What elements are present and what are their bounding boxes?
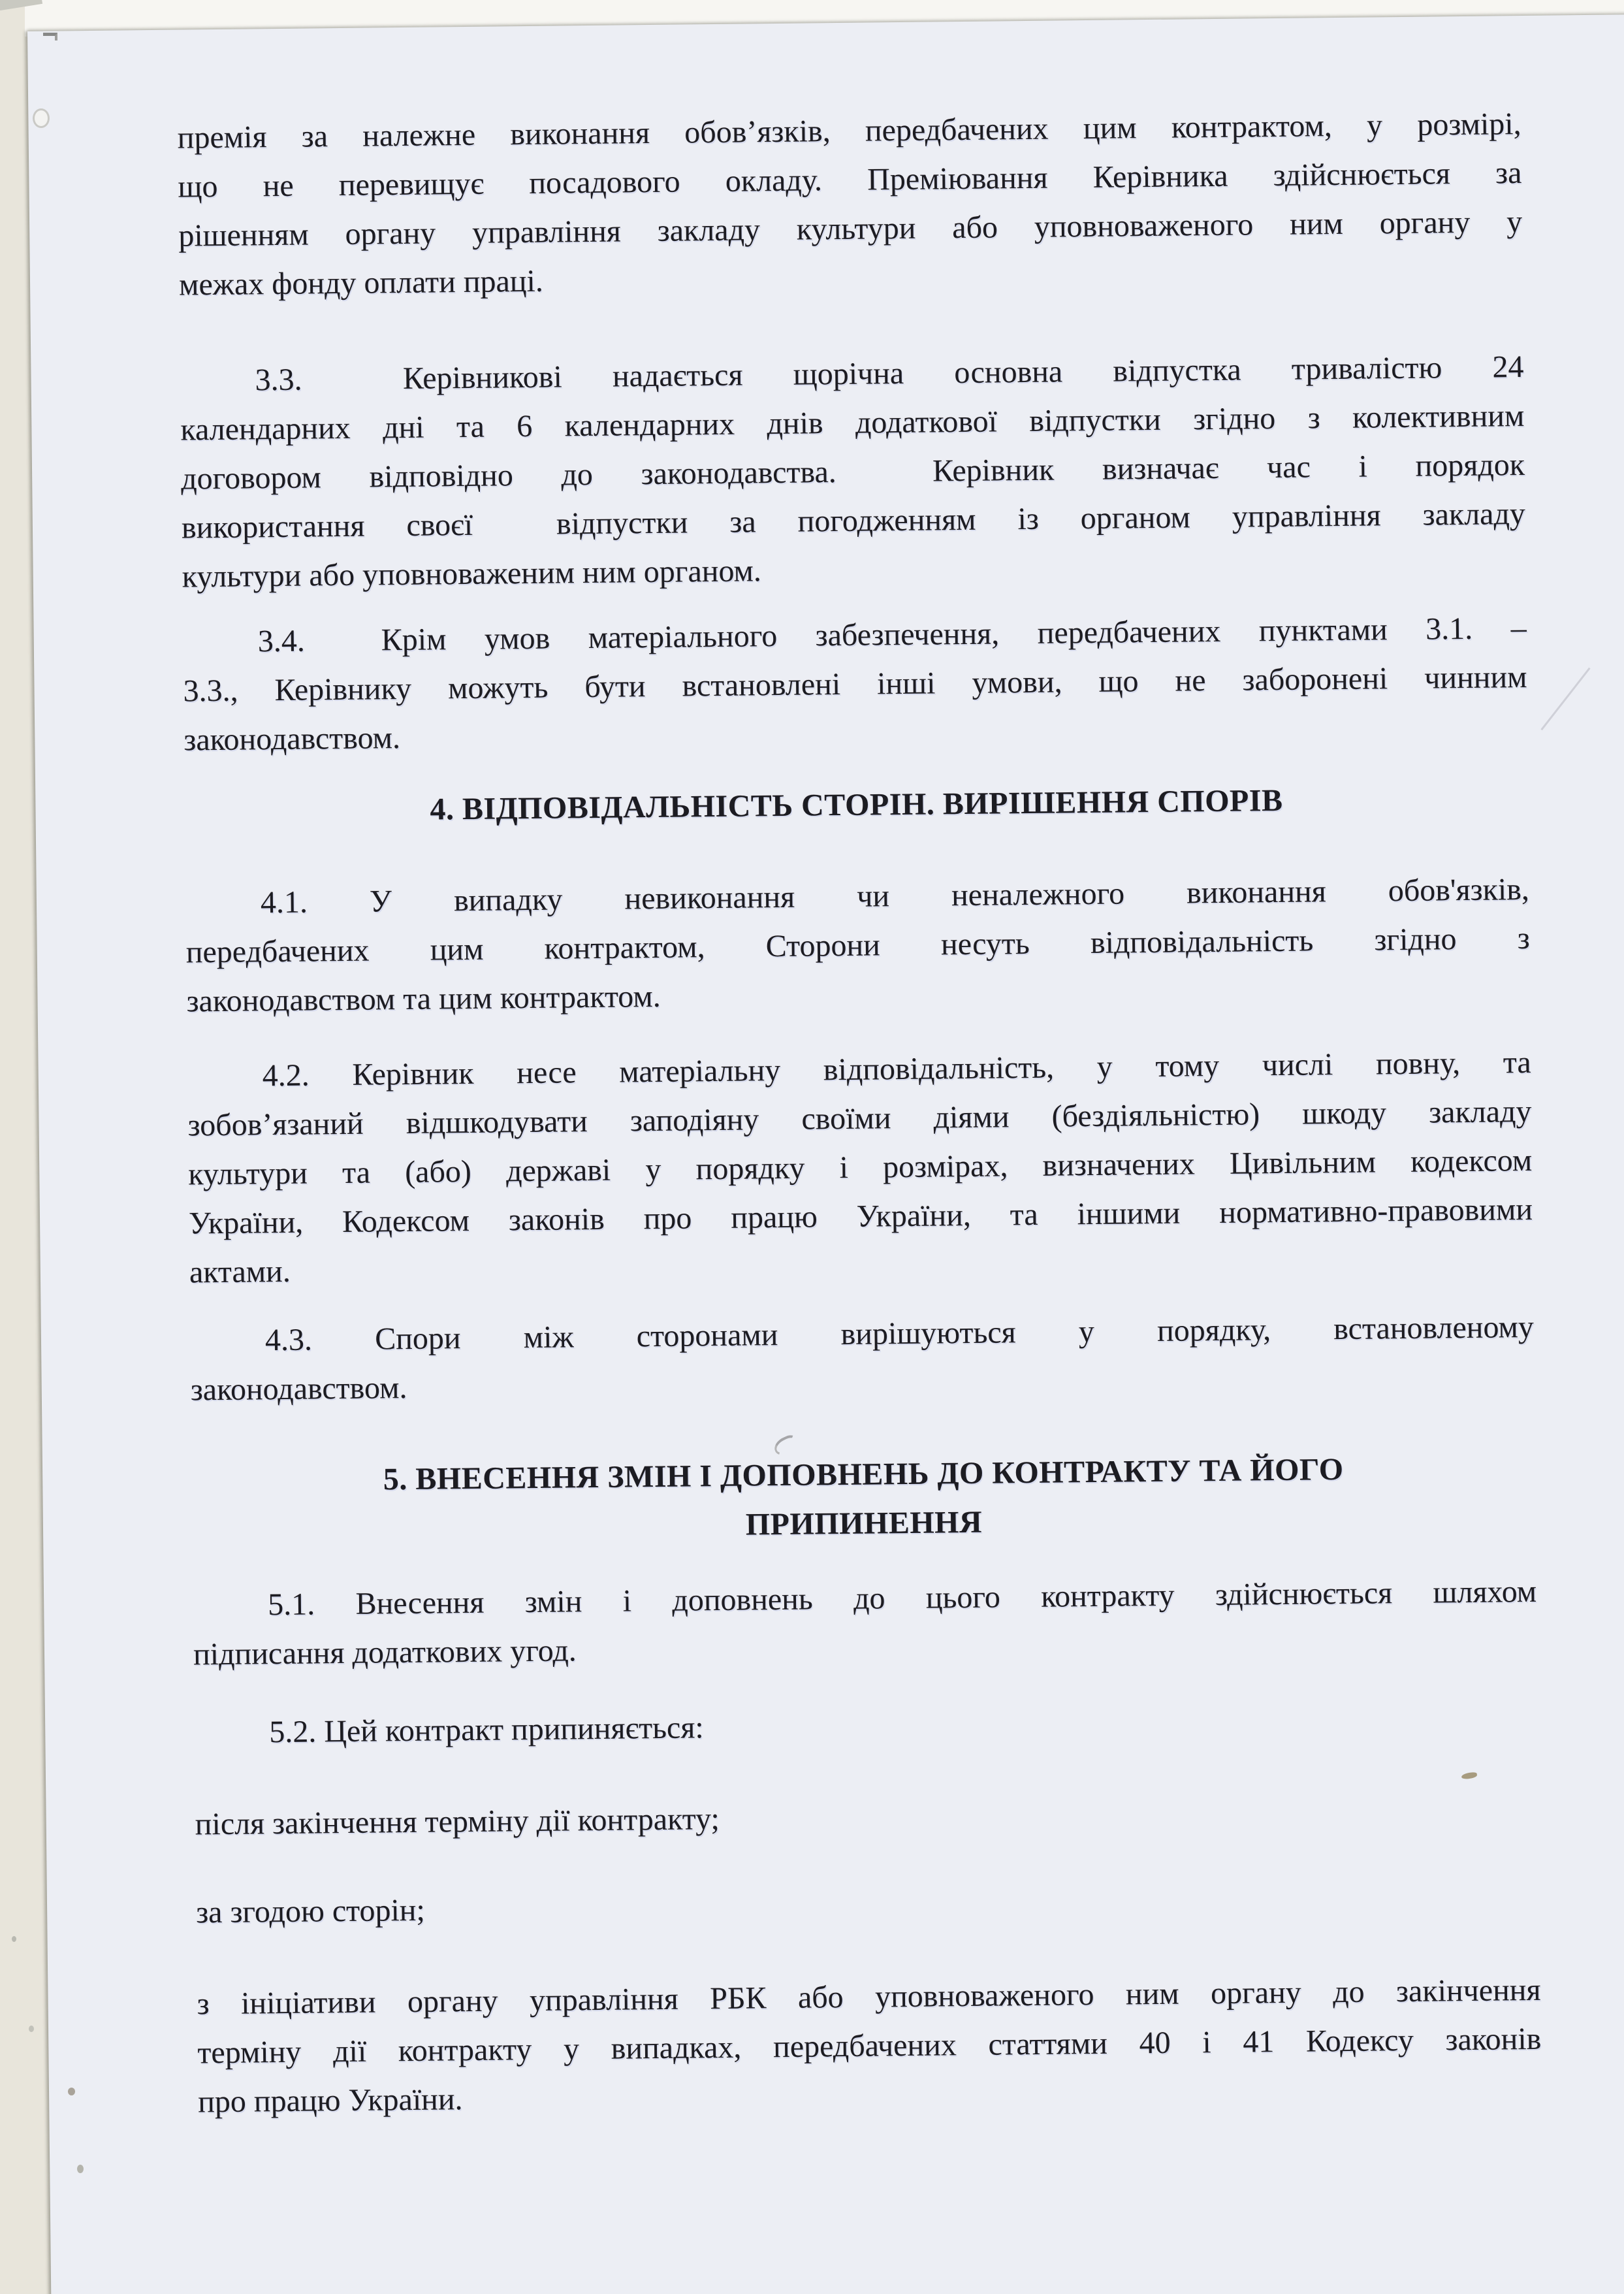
text-line: межах фонду оплати праці.: [178, 263, 544, 302]
scan-speck: [29, 2026, 34, 2032]
text-line: передбачених цим контрактом, Сторони несуть відповідальність згідно з: [185, 920, 1530, 970]
text-line: за згодою сторін;: [195, 1892, 426, 1930]
text-line: після закінчення терміну дії контракту;: [195, 1801, 720, 1842]
text-line: 3.3. Керівникові надається щорічна основна відпустка тривалістю 24: [255, 349, 1524, 398]
text-line: 3.4. Крім умов матеріального забезпечення, передбачених пунктами 3.1. –: [257, 611, 1527, 659]
text-line: премія за належне виконання обов’язків, передбачених цим контрактом, у розмірі,: [177, 106, 1521, 155]
text-line: 3.3., Керівнику можуть бути встановлені інші умови, що не заборонені чинним: [183, 660, 1527, 709]
scan-speck: [68, 2088, 75, 2095]
text-line: 5.2. Цей контракт припиняється:: [269, 1710, 704, 1750]
section-4-heading: [184, 773, 1529, 837]
paper-sheet: [27, 13, 1624, 2294]
paragraph-5-1: [193, 1567, 1537, 1679]
paragraph-4-2: [187, 1038, 1533, 1297]
punch-hole-artifact: [33, 108, 50, 128]
text-line: терміну дії контракту у випадках, передбачених статтями 40 і 41 Кодексу законів: [197, 2021, 1542, 2071]
text-line: календарних дні та 6 календарних днів додаткової відпустки згідно з колективним: [180, 398, 1525, 447]
text-line: актами.: [189, 1253, 291, 1290]
text-line: зобов’язаний відшкодувати заподіяну своїми діями (бездіяльністю) шкоду закладу: [187, 1093, 1532, 1143]
scan-speck: [77, 2165, 84, 2173]
scan-hook-artifact: [43, 33, 57, 40]
clause-term-expiry: [195, 1786, 1539, 1849]
text-line: законодавством.: [190, 1370, 407, 1408]
clause-mutual-consent: [196, 1874, 1540, 1937]
text-line: з ініціативи органу управління РБК або уповноваженого ним органу до закінчення: [197, 1972, 1541, 2022]
paragraph-3-3: [180, 342, 1526, 602]
text-line: 4. ВІДПОВІДАЛЬНІСТЬ СТОРІН. ВИРІШЕННЯ СПОРІВ: [430, 783, 1283, 827]
paragraph-4-3: [190, 1302, 1535, 1415]
paragraph-3-4: [182, 604, 1527, 765]
text-line: рішенням органу управління закладу культури або уповноваженого ним органу у: [178, 204, 1523, 253]
scan-speck: [12, 1936, 16, 1942]
text-line: 5. ВНЕСЕННЯ ЗМІН І ДОПОВНЕНЬ ДО КОНТРАКТУ ТА ЙОГО: [383, 1452, 1344, 1497]
paragraph-5-2: [194, 1694, 1538, 1758]
text-line: законодавством.: [183, 720, 401, 758]
text-line: культури або уповноваженим ним органом.: [182, 553, 762, 594]
text-line: культури та (або) державі у порядку і розмірах, визначених Цивільним кодексом: [188, 1142, 1533, 1192]
text-line: про працю України.: [197, 2082, 463, 2120]
text-line: підписання додаткових угод.: [193, 1633, 577, 1672]
text-line: договором відповідно до законодавства. Керівник визначає час і порядок: [180, 447, 1525, 496]
text-line: законодавством та цим контрактом.: [186, 978, 661, 1019]
text-line: України, Кодексом законів про працю України, та іншими нормативно-правовими: [188, 1191, 1533, 1241]
text-line: що не перевищує посадового окладу. Преміювання Керівника здійснюється за: [178, 155, 1522, 204]
section-5-heading: [191, 1443, 1536, 1555]
text-line: 4.3. Спори між сторонами вирішуються у порядку, встановленому: [264, 1309, 1535, 1358]
paragraph-4-1: [185, 865, 1531, 1026]
text-line: ПРИПИНЕННЯ: [745, 1504, 983, 1542]
text-line: 5.1. Внесення змін і доповнень до цього контракту здійснюється шляхом: [267, 1574, 1537, 1623]
text-line: використання своєї відпустки за погодженням із органом управління закладу: [181, 496, 1526, 545]
contract-text-column: [177, 99, 1542, 2126]
clause-management-initiative: [197, 1965, 1542, 2127]
text-line: 4.1. У випадку невиконання чи неналежного виконання обов'язків,: [260, 871, 1530, 920]
text-line: 4.2. Керівник несе матеріальну відповідальність, у тому числі повну, та: [262, 1044, 1531, 1093]
paragraph-3-2-continuation: [177, 99, 1523, 310]
